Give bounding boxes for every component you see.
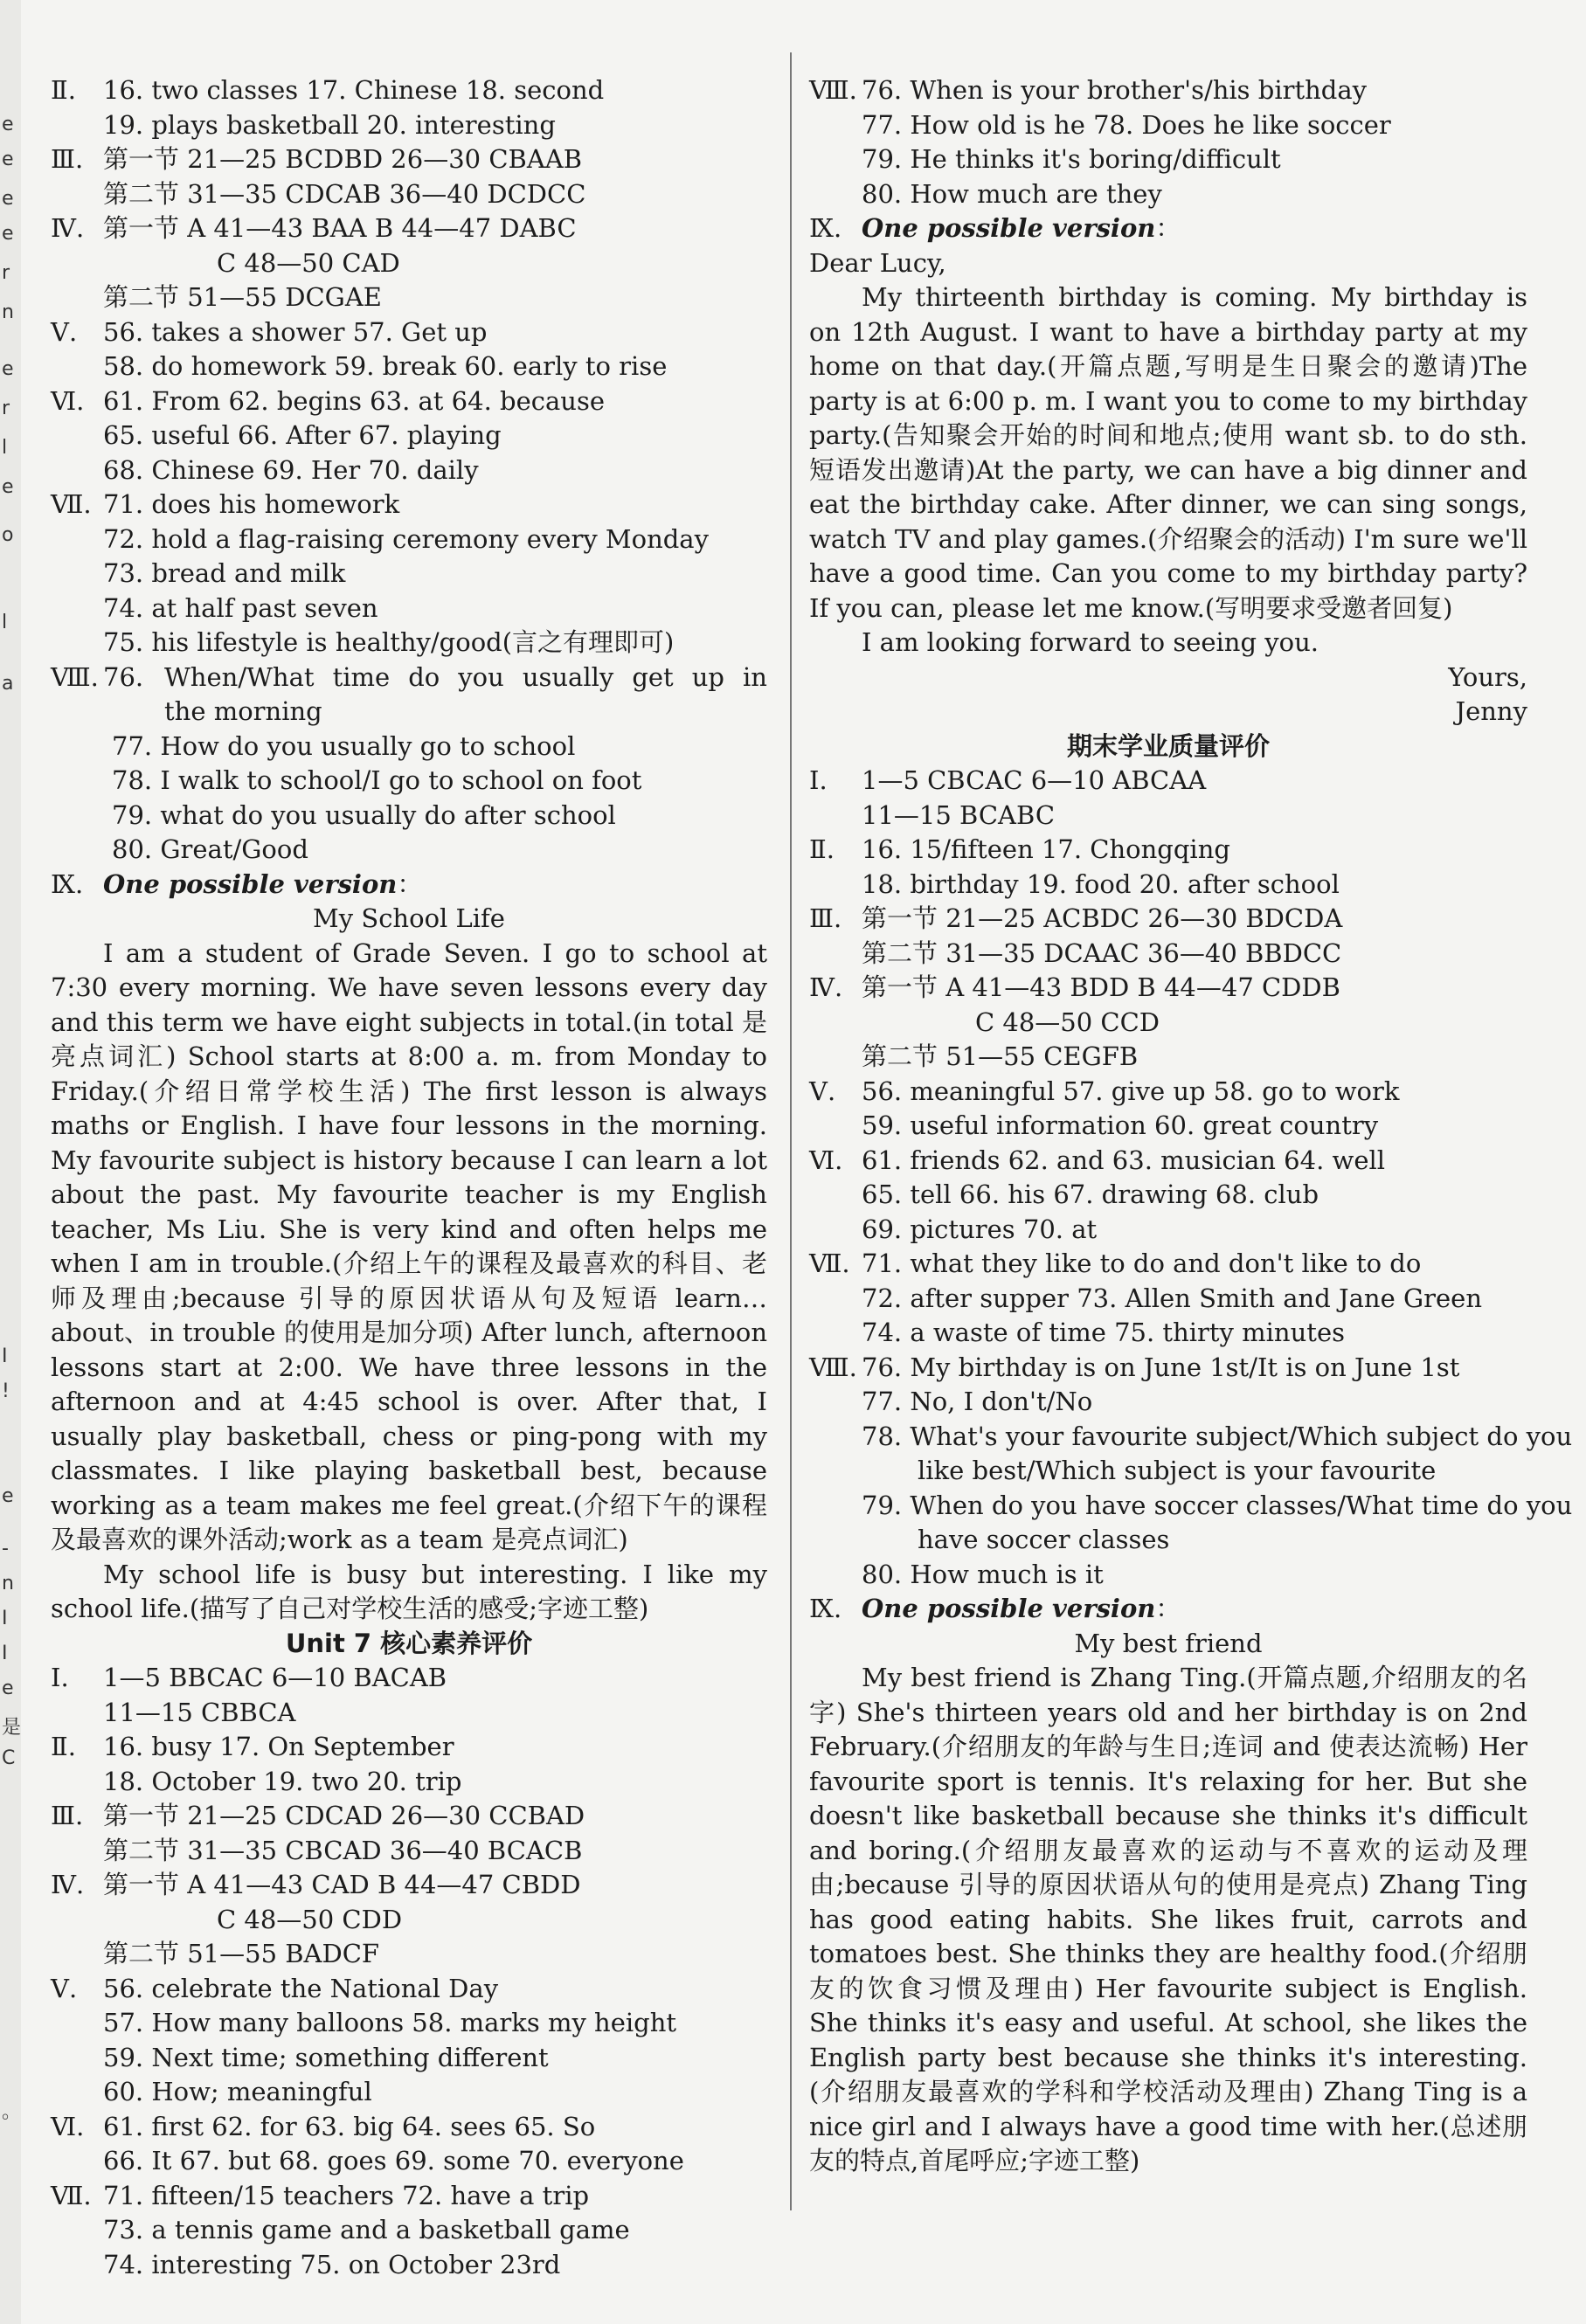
letter-signature: Jenny: [1455, 696, 1527, 726]
roman-numeral: Ⅲ.: [51, 144, 84, 174]
letter-salutation: Dear Lucy,: [809, 247, 946, 278]
margin-glyph: -: [2, 1538, 9, 1560]
answer-line: Ⅲ. 第一节 21—25 BCDBD 26—30 CBAAB: [51, 142, 767, 177]
roman-numeral: Ⅲ.: [809, 903, 842, 933]
margin-glyph: o: [2, 524, 14, 546]
margin-glyph: e: [2, 114, 14, 135]
roman-numeral: Ⅳ.: [51, 213, 85, 243]
section-header: Ⅸ. One possible version：: [51, 868, 767, 903]
essay-paragraph: I am a student of Grade Seven. I go to school at 7:30 every morning. We have seven lessons every day and this term we have eight subjects in total.(in total 是亮点词汇) School starts at 8:00 a. m. from Monday to Friday.(介绍日常学校生活) The first lesson is always maths or English. I have four lessons in the morning. My favourite subject is history because I can learn a lot about the past. My favourite teacher is my English teacher, Ms Liu. She is very kind and often helps me when I am in trouble.(介绍上午的课程及最喜欢的科目、老师及理由;because 引导的原因状语从句及短语 learn…about、in trouble 的使用是加分项) After lunch, afternoon lessons start at 2:00. We have three lessons in the afternoon and at 4:45 school is over. After that, I usually play basketball, chess or ping-pong with my classmates. I like playing basketball best, because working as a team makes me feel great.(介绍下午的课程及最喜欢的课外活动;work as a team 是亮点词汇): [51, 937, 767, 1554]
roman-numeral: Ⅷ.: [51, 661, 99, 692]
answer-line: 77. How do you usually go to school: [112, 730, 576, 761]
roman-numeral: Ⅱ.: [809, 834, 835, 864]
roman-numeral: Ⅴ.: [51, 1973, 78, 2003]
answer-line: Ⅶ. 71. fifteen/15 teachers 72. have a trip: [51, 2179, 767, 2214]
answer-line: 59. Next time; something different: [103, 2042, 549, 2072]
answer-line: 80. Great/Good: [112, 834, 308, 864]
answer-line: 60. How; meaningful: [103, 2077, 372, 2106]
roman-numeral: Ⅲ.: [51, 1801, 84, 1830]
margin-glyph: n: [2, 301, 14, 323]
answer-line: Ⅴ. 56. celebrate the National Day: [51, 1972, 767, 2007]
essay-paragraph: My best friend is Zhang Ting.(开篇点题,介绍朋友的名字) She's thirteen years old and her birthday is on 2nd February.(介绍朋友的年龄与生日;连词 and 使表达流畅) Her favourite sport is tennis. It's relaxing for her. But she doesn't like basketball because she thinks it's difficult and boring.(介绍朋友最喜欢的运动与不喜欢的运动及理由;because 引导的原因状语从句的使用是亮点) Zhang Ting has good eating habits. She likes fruit, carrots and tomatoes best. She thinks they are healthy food.(介绍朋友的饮食习惯及理由) Her favourite subject is English. She thinks it's easy and useful. At school, she likes the English party best because she thinks it's interesting.(介绍朋友最喜欢的学科和学校活动及理由) Zhang Ting is a nice girl and I always have a good time with her.(总述朋友的特点,首尾呼应;字迹工整): [809, 1663, 1527, 2175]
section-header: Ⅸ. One possible version：: [809, 1592, 1527, 1627]
answer-line: 58. do homework 59. break 60. early to rise: [103, 351, 668, 381]
answer-line: C 48—50 CCD: [975, 1006, 1160, 1037]
margin-glyph: e: [2, 358, 14, 380]
roman-numeral: Ⅵ.: [809, 1145, 843, 1175]
answer-line: C 48—50 CDD: [217, 1904, 403, 1934]
answer-line: 79. He thinks it's boring/difficult: [862, 144, 1281, 174]
roman-numeral: Ⅳ.: [51, 1870, 85, 1899]
margin-glyph: I: [2, 1608, 8, 1629]
left-column: [51, 73, 767, 2282]
answer-line: 11—15 BCABC: [862, 799, 1056, 830]
essay-title: My best friend: [1074, 1628, 1263, 1658]
roman-numeral: Ⅵ.: [51, 385, 85, 416]
margin-glyph: 是: [2, 1717, 22, 1739]
roman-numeral: Ⅵ.: [51, 2111, 85, 2141]
answer-line: 59. useful information 60. great country: [862, 1110, 1379, 1140]
answer-line: 80. How much is it: [862, 1559, 1104, 1589]
answer-line: Ⅱ. 16. 15/fifteen 17. Chongqing: [809, 833, 1527, 868]
answer-line: 65. useful 66. After 67. playing: [103, 420, 502, 450]
answer-line: 74. at half past seven: [103, 592, 378, 623]
letter-paragraph: My thirteenth birthday is coming. My birthday is on 12th August. I want to have a birthday party at my home on that day.(开篇点题,写明是生日聚会的邀请)The party is at 6:00 p. m. I want you to come to my birthday party.(告知聚会开始的时间和地点;使用 want sb. to do sth. 短语发出邀请)At the party, we can have a big dinner and eat the birthday cake. After dinner, we can sing songs, watch TV and play games.(介绍聚会的活动) I'm sure we'll have a good time. Can you come to my birthday party? If you can, please let me know.(写明要求受邀者回复): [809, 282, 1527, 623]
roman-numeral: Ⅸ.: [51, 868, 84, 899]
answer-line: 75. his lifestyle is healthy/good(言之有理即可): [103, 627, 675, 657]
margin-glyph: e: [2, 188, 14, 210]
answer-line: Ⅳ. 第一节 A 41—43 CAD B 44—47 CBDD: [51, 1868, 767, 1903]
right-column: [809, 73, 1573, 2179]
answer-line: 19. plays basketball 20. interesting: [103, 109, 556, 140]
essay-paragraph: My school life is busy but interesting. I like my school life.(描写了自己对学校生活的感受;字迹工整): [51, 1559, 767, 1623]
answer-line: 11—15 CBBCA: [103, 1697, 296, 1727]
answer-line: Ⅲ. 第一节 21—25 ACBDC 26—30 BDCDA: [809, 902, 1527, 937]
letter-closing: Yours,: [1448, 661, 1527, 692]
left-margin-strip: [0, 0, 21, 2324]
answer-line: 18. birthday 19. food 20. after school: [862, 868, 1340, 899]
answer-line: 第二节 31—35 CBCAD 36—40 BCACB: [103, 1835, 583, 1865]
margin-glyph: e: [2, 149, 14, 170]
section-title: Unit 7 核心素养评价: [285, 1628, 533, 1658]
answer-line: Ⅵ. 61. From 62. begins 63. at 64. because: [51, 384, 767, 419]
answer-line: 73. bread and milk: [103, 558, 346, 588]
margin-glyph: e: [2, 1485, 14, 1507]
answer-line: C 48—50 CAD: [217, 247, 400, 278]
answer-line: Ⅴ. 56. takes a shower 57. Get up: [51, 315, 767, 350]
answer-line: Ⅷ. 76. My birthday is on June 1st/It is on June 1st: [809, 1351, 1527, 1386]
margin-glyph: e: [2, 1677, 14, 1699]
answer-line: 第二节 51—55 CEGFB: [862, 1041, 1139, 1071]
roman-numeral: Ⅴ.: [51, 316, 78, 347]
answer-line: Ⅶ. 71. does his homework: [51, 488, 767, 522]
answer-line: 57. How many balloons 58. marks my height: [103, 2008, 677, 2037]
margin-glyph: a: [2, 673, 14, 695]
margin-glyph: n: [2, 1573, 14, 1594]
answer-line: like best/Which subject is your favourite: [918, 1456, 1437, 1485]
margin-glyph: 。: [2, 2101, 22, 2123]
section-header: Ⅸ. One possible version：: [809, 211, 1527, 246]
answer-line: Ⅷ. 76. When/What time do you usually get up in: [51, 661, 767, 695]
answer-line: 74. interesting 75. on October 23rd: [103, 2249, 561, 2279]
essay-title: My School Life: [313, 903, 505, 933]
roman-numeral: Ⅶ.: [51, 2180, 92, 2210]
answer-line: Ⅱ. 16. two classes 17. Chinese 18. second: [51, 73, 767, 108]
answer-line: Ⅴ. 56. meaningful 57. give up 58. go to work: [809, 1075, 1527, 1110]
answer-line: have soccer classes: [918, 1525, 1170, 1554]
answer-line: 73. a tennis game and a basketball game: [103, 2215, 630, 2244]
answer-line: 79. When do you have soccer classes/What time do you: [862, 1490, 1573, 1520]
roman-numeral: Ⅶ.: [51, 489, 92, 519]
answer-line: Ⅶ. 71. what they like to do and don't like to do: [809, 1247, 1527, 1282]
roman-numeral: Ⅳ.: [809, 972, 843, 1002]
answer-line: 第二节 51—55 BADCF: [103, 1939, 380, 1968]
answer-line: Ⅰ. 1—5 BBCAC 6—10 BACAB: [51, 1661, 767, 1696]
answer-line: Ⅷ. 76. When is your brother's/his birthday: [809, 73, 1527, 108]
answer-line: 第二节 51—55 DCGAE: [103, 282, 382, 312]
margin-glyph: e: [2, 476, 14, 498]
roman-numeral: Ⅶ.: [809, 1248, 850, 1278]
justified-words: When/What time do you usually get up in: [164, 661, 767, 692]
answer-line: the morning: [164, 696, 322, 726]
answer-line: 66. It 67. but 68. goes 69. some 70. everyone: [103, 2146, 684, 2175]
roman-numeral: Ⅸ.: [809, 1594, 842, 1623]
column-divider: [790, 52, 792, 2210]
margin-glyph: r: [2, 398, 10, 419]
roman-numeral: Ⅴ.: [809, 1076, 836, 1106]
answer-line: 69. pictures 70. at: [862, 1214, 1098, 1244]
roman-numeral: Ⅰ.: [809, 765, 828, 795]
answer-line: Ⅱ. 16. busy 17. On September: [51, 1730, 767, 1765]
answer-line: Ⅳ. 第一节 A 41—43 BDD B 44—47 CDDB: [809, 971, 1527, 1006]
answer-line: Ⅵ. 61. first 62. for 63. big 64. sees 65. So: [51, 2110, 767, 2145]
roman-numeral: Ⅰ.: [51, 1663, 69, 1692]
margin-glyph: I: [2, 1643, 8, 1664]
answer-line: 65. tell 66. his 67. drawing 68. club: [862, 1179, 1319, 1209]
section-title: 期末学业质量评价: [1066, 730, 1270, 761]
answer-line: 77. No, I don't/No: [862, 1387, 1093, 1416]
answer-line: Ⅲ. 第一节 21—25 CDCAD 26—30 CCBAD: [51, 1799, 767, 1834]
answer-line: 77. How old is he 78. Does he like soccer: [862, 109, 1391, 140]
answer-line: 78. I walk to school/I go to school on foot: [112, 765, 642, 795]
margin-glyph: !: [2, 1380, 10, 1402]
roman-numeral: Ⅷ.: [809, 1352, 857, 1382]
roman-numeral: Ⅱ.: [51, 1732, 76, 1761]
margin-glyph: e: [2, 223, 14, 245]
margin-glyph: l: [2, 437, 8, 459]
roman-numeral: Ⅱ.: [51, 75, 76, 105]
answer-line: 79. what do you usually do after school: [112, 799, 616, 830]
margin-glyph: r: [2, 262, 10, 284]
answer-line: 72. after supper 73. Allen Smith and Jane Green: [862, 1283, 1483, 1313]
answer-line: 68. Chinese 69. Her 70. daily: [103, 454, 479, 485]
answer-line: Ⅳ. 第一节 A 41—43 BAA B 44—47 DABC: [51, 211, 767, 246]
answer-line: Ⅵ. 61. friends 62. and 63. musician 64. well: [809, 1144, 1527, 1179]
answer-line: 80. How much are they: [862, 178, 1162, 209]
answer-line: 74. a waste of time 75. thirty minutes: [862, 1318, 1345, 1347]
margin-glyph: I: [2, 1345, 8, 1367]
answer-line: 第二节 31—35 DCAAC 36—40 BBDCC: [862, 937, 1342, 968]
answer-line: 78. What's your favourite subject/Which subject do you: [862, 1421, 1573, 1451]
margin-glyph: l: [2, 612, 8, 633]
margin-glyph: C: [2, 1747, 16, 1769]
roman-numeral: Ⅷ.: [809, 75, 857, 105]
answer-line: 第二节 31—35 CDCAB 36—40 DCDCC: [103, 178, 586, 209]
answer-line: 72. hold a flag-raising ceremony every Monday: [103, 523, 709, 554]
letter-paragraph: I am looking forward to seeing you.: [862, 627, 1319, 657]
answer-line: 18. October 19. two 20. trip: [103, 1766, 462, 1796]
answer-line: Ⅰ. 1—5 CBCAC 6—10 ABCAA: [809, 764, 1527, 799]
roman-numeral: Ⅸ.: [809, 213, 842, 243]
